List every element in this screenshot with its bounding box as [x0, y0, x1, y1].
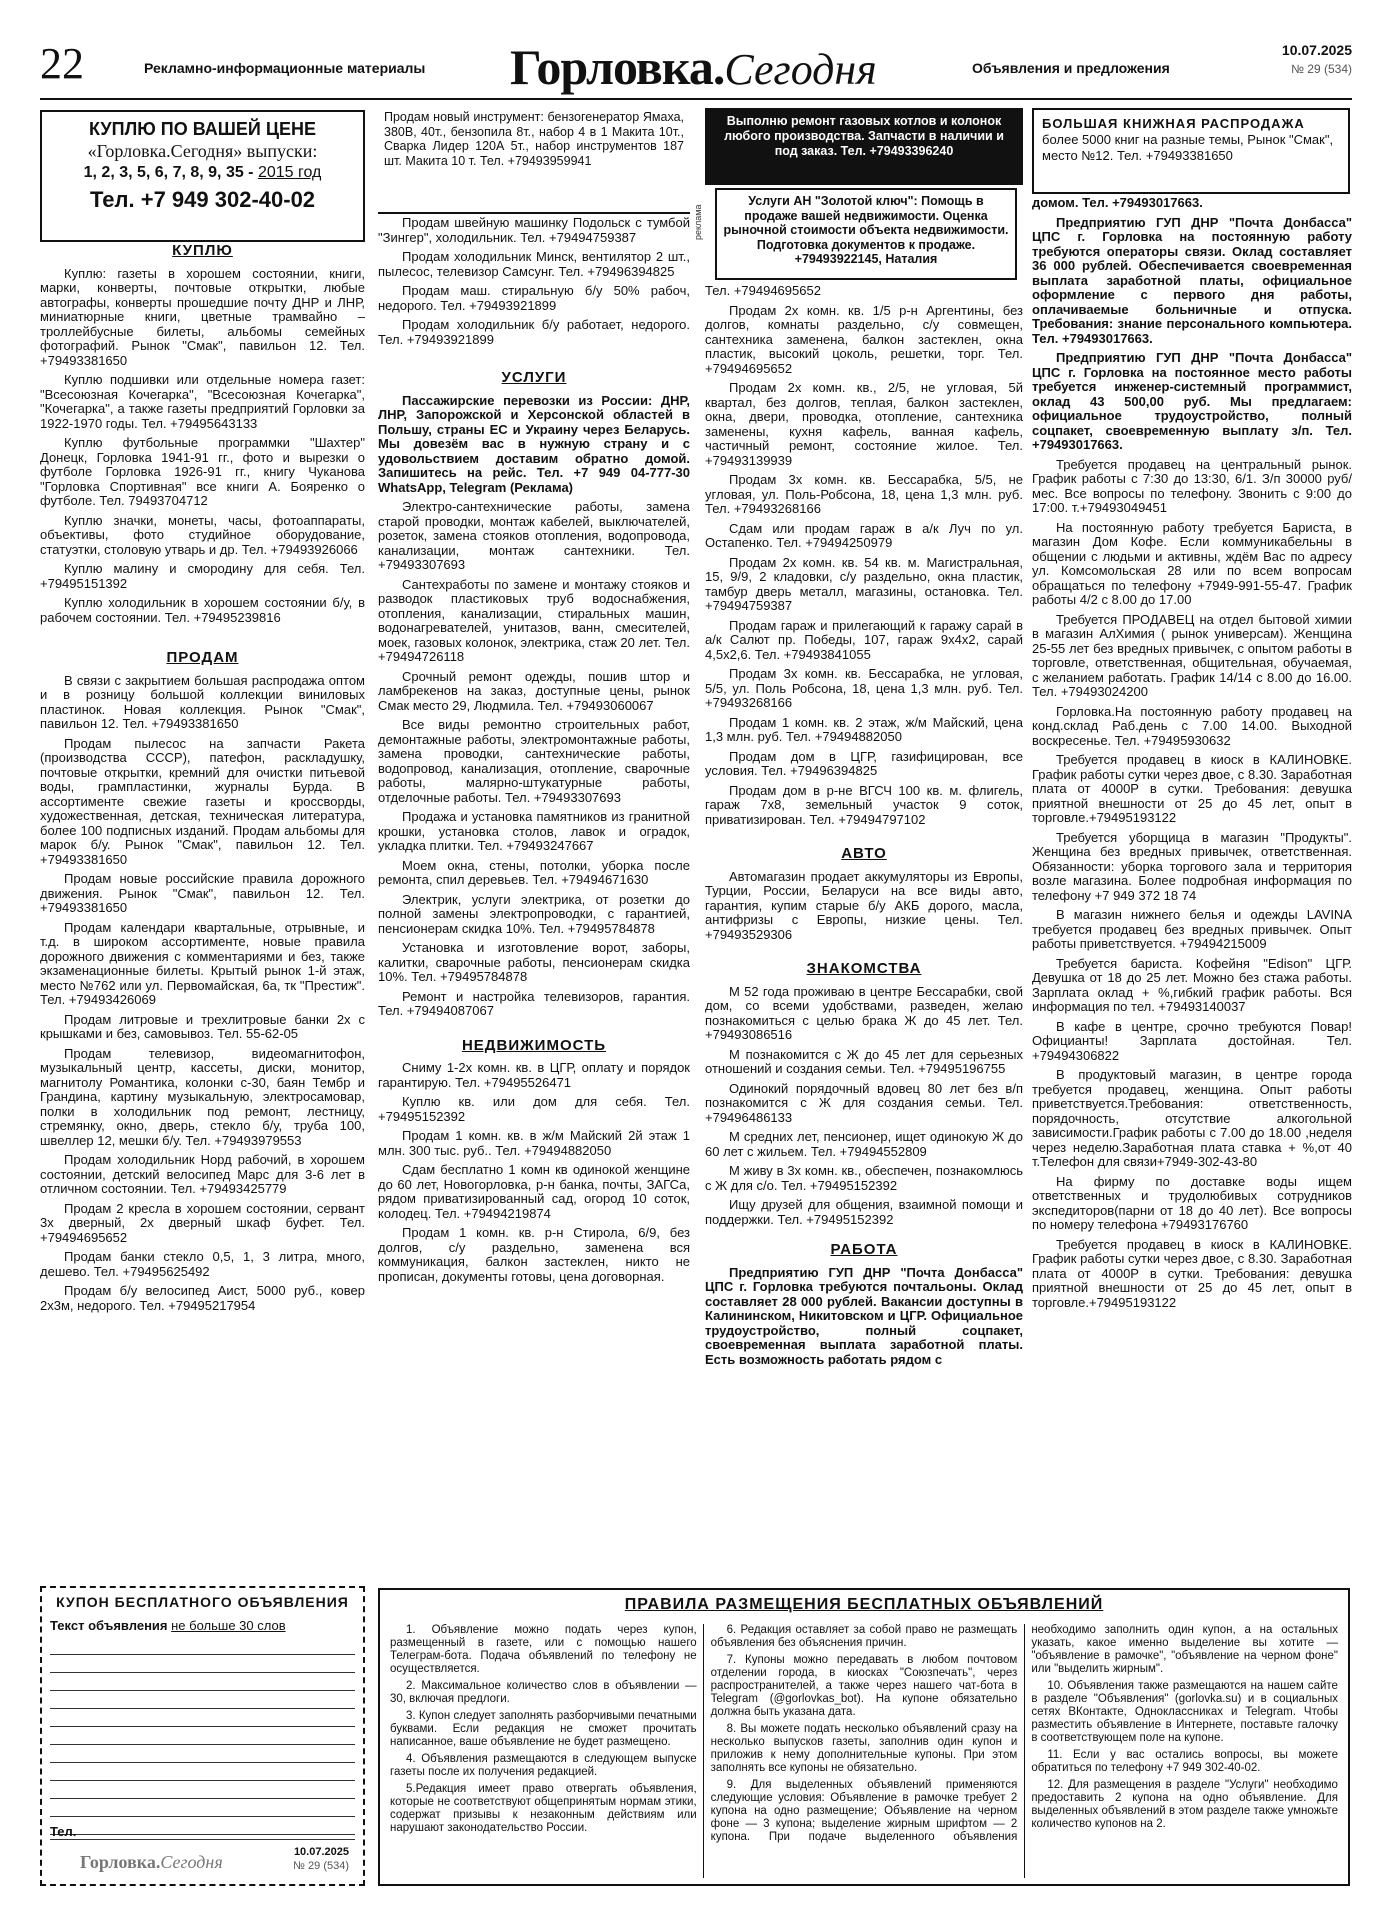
heading-sell: ПРОДАМ — [166, 649, 239, 666]
list-item: Требуется продавец в киоск в КАЛИНОВКЕ. График работы сутки через двое, с 8.30. Заработная плата от 4000Р в сутки. Требования: девушка приятной внешности от 25 до 45 лет, опыт в торговле.+79495193122 — [1032, 752, 1352, 825]
list-item: Требуется уборщица в магазин "Продукты". Женщина без вредных привычек, ответственная. Обязанности: уборка торгового зала и территория возле магазина. Более подробная информация по телефону +7 949 372 18 74 — [1032, 829, 1352, 903]
list-item: Куплю малину и смородину для себя. Тел. +79495151392 — [40, 561, 365, 591]
sell-list — [40, 674, 365, 1314]
list-item: Продам календари квартальные, отрывные, и т.д. в широком ассортименте, новые правила дорожного движения с комментариями и без, также экзаменационные билеты. Крытый рынок 1-й этаж, место №762 или ул. Первомайская, 6а, тк "Престиж". Тел. +79493426069 — [40, 919, 365, 1007]
list-item: Куплю: газеты в хорошем состоянии, книги, марки, конверты, почтовые открытки, любые автографы, конверты прошедшие почту ДНР и ЛНР, миниатюрные книги, цветные трамвайно – троллейбусные билеты, альбомы семейных фотографий. Рынок "Смак", павильон 12. Тел. +79493381650 — [40, 265, 365, 368]
list-item: На фирму по доставке воды ищем ответственных и трудолюбивых сотрудников экспедиторов(парни от 18 до 40 лет). Все вопросы по номеру телефона +79493176760 — [1032, 1173, 1352, 1232]
rules-list — [390, 1624, 1338, 1878]
list-item: Горловка.На постоянную работу продавец на конд.склад Раб.день с 7.00 14.00. Выходной воскресенье. Тел. +79495930632 — [1032, 703, 1352, 748]
heading-services: УСЛУГИ — [501, 369, 567, 386]
list-item: Продам банки стекло 0,5, 1, 3 литра, много, дешево. Тел. +79495625492 — [40, 1249, 365, 1279]
column-1 — [40, 244, 365, 1572]
heading-auto: АВТО — [841, 845, 887, 862]
column-3 — [705, 284, 1023, 1606]
page-number: 22 — [40, 39, 84, 88]
book-sale-title: БОЛЬШАЯ КНИЖНАЯ РАСПРОДАЖА — [1042, 116, 1305, 131]
coupon-word-limit: не больше 30 слов — [171, 1618, 286, 1633]
promo-year: 2015 год — [257, 164, 322, 181]
issue-date: 10.07.2025 — [1281, 42, 1352, 58]
auto-ad: Автомагазин продает аккумуляторы из Европы, Турции, России, Беларуси на все виды авто, гарантия, купим старые б/у АКБ дорого, масла, антифризы с Европы, низкие цены. Тел. +79493529306 — [705, 868, 1023, 942]
list-item: Электрик, услуги электрика, от розетки до полной замены электропроводки, с гарантией, пенсионерам скидка 10%. Тел. +79495784878 — [378, 891, 690, 936]
issue-number: № 29 (534) — [1291, 62, 1352, 76]
list-item: Продам литровые и трехлитровые банки 2х с крышками и без, самовывоз. Тел. 55-62-05 — [40, 1011, 365, 1041]
coupon-logo — [80, 1852, 223, 1873]
list-item: В магазин нижнего белья и одежды LAVINA требуется продавец без вредных привычек. Опыт работы приветствуется. +79494215009 — [1032, 907, 1352, 951]
coupon-line[interactable] — [50, 1673, 355, 1691]
list-item: 1. Объявление можно подать через купон, размещенный в газете, или с помощью нашего Телеграм-бота. Подача объявлений по телефону не осуществляется. — [390, 1624, 697, 1675]
list-item: 12. Для размещения в разделе "Услуги" необходимо предоставить 2 купона на одно объявление. Для выделенных объявлений в этом разделе также умножьте количество купонов на 2. — [1031, 1779, 1338, 1830]
list-item: В связи с закрытием большая распродажа оптом и в розницу большой коллекции виниловых пластинок. Новая коллекция. Рынок "Смак", павильон 12. Тел. +79493381650 — [40, 672, 365, 731]
heading-realty: НЕДВИЖИМОСТЬ — [461, 1036, 607, 1054]
transport-ad: Пассажирские перевозки из России: ДНР, ЛНР, Запорожской и Херсонской областей в Польшу, страны ЕС и Украину через Беларусь. Мы довезём вас в нужную страну и с удовольствием доставим обратно домой. Запишитесь на рейс. Тел. +7 949 04-777-30 WhatsApp, Telegram (Реклама) — [378, 392, 690, 495]
list-item: Ремонт и настройка телевизоров, гарантия. Тел. +79494087067 — [378, 988, 690, 1018]
list-item: 6. Редакция оставляет за собой право не размещать объявления без объяснения причин. — [710, 1624, 1018, 1649]
realty-list-2 — [705, 284, 1023, 827]
ad-marker: реклама — [693, 204, 703, 240]
list-item: Продам холодильник Минск, вентилятор 2 шт., пылесос, телевизор Самсунг. Тел. +79496394825 — [378, 249, 690, 279]
list-item: 4. Объявления размещаются в следующем выпуске газеты после их получения редакцией. — [390, 1753, 697, 1778]
list-item: 2. Максимальное количество слов в объявлении — 30, включая предлоги. — [390, 1680, 697, 1705]
list-item: Продам 3х комн. кв. Бессарабка, 5/5, не угловая, ул. Поль-Робсона, 18, цена 1,3 млн. руб. Тел. +79493268166 — [705, 472, 1023, 516]
coupon-issue: № 29 (534) — [293, 1860, 349, 1872]
list-item: Электро-сантехнические работы, замена старой проводки, монтаж кабелей, выключателей, розеток, замена стояков отопления, водопровода, канализации, монтаж сантехники. Тел. +79493307693 — [378, 499, 690, 572]
column-2 — [378, 216, 690, 1604]
book-sale-text: более 5000 книг на разные темы, Рынок "Смак", место №12. Тел. +79493381650 — [1042, 132, 1334, 163]
coupon-title: КУПОН БЕСПЛАТНОГО ОБЪЯВЛЕНИЯ — [56, 1594, 349, 1610]
list-item: Сдам или продам гараж в а/к Луч по ул. Остапенко. Тел. +79494250979 — [705, 520, 1023, 550]
heading-buy: КУПЛЮ — [172, 244, 233, 259]
heading-jobs: РАБОТА — [830, 1241, 898, 1258]
list-item: Установка и изготовление ворот, заборы, калитки, сварочные работы, пенсионерам скидка 10%. Тел. +79495784878 — [378, 940, 690, 984]
list-item: Сдам бесплатно 1 комн кв одинокой женщине до 60 лет, Новогорловка, р-н банка, почты, ЗАГСа, рядом приватизированный сад, огород 10 соток, колодец. Тел. +79494219874 — [378, 1162, 690, 1221]
coupon-logo-em: Сегодня — [160, 1852, 223, 1872]
list-item: 7. Купоны можно передавать в любом почтовом отделении города, в киосках "Союзпечать", через распространителей, а также через нашего чат-бота в Telegram (@gorlovkas_bot). На купоне обязательно должна быть указана дата. — [710, 1654, 1018, 1718]
logo-main: Горловка. — [510, 39, 725, 95]
dating-list — [705, 985, 1023, 1228]
list-item: 10. Объявления также размещаются на нашем сайте в разделе "Объявления" (gorlovka.su) и в социальных сетях ВКонтакте, Одноклассниках и Telegram. Чтобы разместить объявление в Интернете, поставьте галочку в соответствующем поле на купоне. — [1031, 1680, 1338, 1744]
list-item: Продам гараж и прилегающий к гаражу сарай в а/к Салют пр. Победы, 107, гараж 9х4х2, сарай 4,5х2,6. Тел. +79493841055 — [705, 617, 1023, 662]
heading-dating: ЗНАКОМСТВА — [806, 960, 922, 977]
list-item: Все виды ремонтно строительных работ, демонтажные работы, электромонтажные работы, замена проводки, сантехнические работы, водопровод, канализация, отопление, сварочные работы, малярно-штукатурные работы, отделочные работы. Тел. +79493307693 — [378, 717, 690, 805]
list-item: Куплю холодильник в хорошем состоянии б/у, в рабочем состоянии. Тел. +79495239816 — [40, 595, 365, 625]
jobs-list — [1032, 458, 1352, 1311]
coupon-line[interactable] — [50, 1691, 355, 1709]
list-item: В продуктовый магазин, в центре города требуется продавец, женщина. Опыт работы приветствуется.Требования: ответственность, порядочность, отсутствие алкогольной зависимости.График работы с 7.00 до 18.00 ,неделя через неделю.Заработная плата ставка + %,от 40 т.Телефон для связи+7949-302-43-80 — [1032, 1067, 1352, 1169]
list-item: Продам дом в р-не ВГСЧ 100 кв. м. флигель, гараж 7х8, земельный участок 9 соток, приватизирован. Тел. +79494797102 — [705, 782, 1023, 827]
coupon-footer — [50, 1844, 355, 1878]
sell-list-2 — [378, 216, 690, 347]
coupon-label-text: Текст объявления — [50, 1618, 168, 1633]
list-item: Продам 1 комн. кв. р-н Стирола, 6/9, без долгов, с/у раздельно, заменена вся коммуникация, балкон застеклен, никто не прописан, документы готовы, цена договорная. — [378, 1225, 690, 1284]
list-item: М живу в 3х комн. кв., обеспечен, познакомлюсь с Ж для с/о. Тел. +79495152392 — [705, 1163, 1023, 1193]
list-item: Требуется продавец в киоск в КАЛИНОВКЕ. График работы сутки через двое, с 8.30. Заработная плата от 4000Р в сутки. Требования: девушка приятной внешности от 25 до 45 лет, опыт в торговле.+79495193122 — [1032, 1236, 1352, 1310]
page-header — [40, 40, 1352, 100]
promo-phone: Тел. +7 949 302-40-02 — [89, 187, 316, 212]
list-item: Ищу друзей для общения, взаимной помощи и поддержки. Тел. +79495152392 — [705, 1197, 1023, 1227]
list-item: Продам холодильник б/у работает, недорого. Тел. +79493921899 — [378, 317, 690, 347]
list-item: Куплю подшивки или отдельные номера газет: "Всесоюзная Кочегарка", "Всесоюзная Кочегарка", "Кочегарка", а также газеты предприятий Горловки за 1922-1970 годы. Тел. +79495643133 — [40, 372, 365, 431]
list-item: Тел. +79494695652 — [705, 284, 821, 298]
free-ad-coupon — [40, 1586, 365, 1886]
list-item: 11. Если у вас остались вопросы, вы можете обратиться по телефону +7 949 302-40-02. — [1031, 1749, 1338, 1774]
section-label-right: Объявления и предложения — [972, 60, 1170, 76]
coupon-line[interactable] — [50, 1763, 355, 1781]
list-item: Продам 2х комн. кв. 1/5 р-н Аргентины, без долгов, комнаты раздельно, с/у совмещен, сантехника заменена, балкон застеклен, окна пластик, высокий цоколь, решетки, торг. Тел. +79494695652 — [705, 302, 1023, 376]
list-item: Продам 1 комн. кв. 2 этаж, ж/м Майский, цена 1,3 млн. руб. Тел. +79494882050 — [705, 714, 1023, 744]
services-list — [378, 500, 690, 1019]
coupon-logo-main: Горловка. — [80, 1852, 161, 1872]
list-item: 3. Купон следует заполнять разборчивыми печатными буквами. Если редакция не сможет прочитать написанное, ваше объявление не будет размещено. — [390, 1710, 697, 1748]
list-item: В кафе в центре, срочно требуются Повар! Официанты! Зарплата достойная. Тел. +79494306822 — [1032, 1018, 1352, 1063]
list-item: Продам новые российские правила дорожного движения. Рынок "Смак", павильон 12. Тел. +79493381650 — [40, 871, 365, 915]
realty-list — [378, 1061, 690, 1284]
list-item: Требуется продавец на центральный рынок. График работы с 7:30 до 13:30, 6/1. З/п 30000 руб/ мес. Все вопросы по телефону. Звонить с 9:00 до 17:00. т.+79493049451 — [1032, 456, 1352, 515]
coupon-date: 10.07.2025 — [293, 1846, 349, 1858]
tools-ad: Продам новый инструмент: бензогенератор Ямаха, 380В, 40т., бензопила 8т., набор 4 в 1 Макита 10т., Сварка Лидер 120А 5т., набор инструментов 187 шт. Макита 10 т. Тел. +79493959941 — [378, 108, 690, 214]
job-continued: домом. Тел. +79493017663. — [1032, 196, 1203, 210]
coupon-line[interactable] — [50, 1799, 355, 1817]
list-item: Куплю футбольные программки "Шахтер" Донецк, Горловка 1941-91 гг., фото и вырезки о футболе Горловка 1926-91 гг., книгу Чуканова "Горловка Спортивная" все книги А. Бояренко о футболе. Тел. 79493704712 — [40, 435, 365, 508]
promo-title: КУПЛЮ ПО ВАШЕЙ ЦЕНЕ — [89, 119, 316, 139]
list-item: На постоянную работу требуется Бариста, в магазин Дом Кофе. Если коммуникабельны в общении с людьми и активны, ждём Вас по адресу ул. Комсомольская 28 или по всем вопросам обращаться по телефону +7949-991-55-47. График работы 4/2 с 8.00 до 17.00 — [1032, 519, 1352, 607]
logo-em: Сегодня — [724, 45, 877, 94]
list-item: Срочный ремонт одежды, пошив штор и ламбрекенов на заказ, доступные цены, рынок Смак место 29, Людмила. Тел. +79493060067 — [378, 668, 690, 713]
coupon-line[interactable] — [50, 1727, 355, 1745]
list-item: Требуется ПРОДАВЕЦ на отдел бытовой химии в магазин АлХимия ( рынок универсам). Женщина 25-55 лет без вредных привычек, с опытом работы в торговле, ответственная, общительная, обучаемая, с желанием работать. График 14/14 с 8.00 до 16.00. Тел. +79493024200 — [1032, 611, 1352, 699]
section-label-left: Рекламно-информационные материалы — [144, 60, 426, 76]
list-item: Куплю кв. или дом для себя. Тел. +79495152392 — [378, 1094, 690, 1124]
list-item: М познакомится с Ж до 45 лет для серьезных отношений и создания семьи. Тел. +79495196755 — [705, 1046, 1023, 1076]
list-item: 8. Вы можете подать несколько объявлений сразу на несколько выпусков газеты, заполнив один купон и приложив к нему дополнительные купоны. При этом заполнять все купоны не обязательно. — [710, 1723, 1018, 1774]
list-item: Продам пылесос на запчасти Ракета (производства СССР), патефон, раскладушку, почтовые открытки, кремний для очистки питьевой воды, грампластинки, журналы Бурда. В ассортименте свежие газеты и кроссворды, художественная, детская, техническая литература, более 100 подписных изданий. Продам альбомы для марок б/у. Рынок "Смак", павильон 12. Тел. +79493381650 — [40, 735, 365, 867]
list-item: Продам 1 комн. кв. в ж/м Майский 2й этаж 1 млн. 300 тыс. руб.. Тел. +79494882050 — [378, 1128, 690, 1158]
list-item: Продам 2 кресла в хорошем состоянии, сервант 3х дверный, 2х дверный шкаф буфет. Тел. +79494695652 — [40, 1200, 365, 1245]
list-item: 9. Для выделенных объявлений применяются следующие условия: Объявление в рамочке требует 2 купона на одно размещение; Объявление на черном фоне — 3 купона; выделение жирным шрифтом — 2 купона. При подаче выделенного объявления необходимо заполнить один купон, а на остальных указать, какое именно выделение вы хотите — "объявление в рамочке", "объявление на черном фоне" или "выделить жирным". — [710, 1624, 1338, 1843]
coupon-label — [50, 1618, 355, 1633]
list-item: Предприятию ГУП ДНР "Почта Донбасса" ЦПС г. Горловка на постоянное место работы требуется инженер-системный программист, оклад 43 500,00 руб. Мы предлагаем: официальное трудоустройство, полный соцпакет, своевременную выплату з/п. Тел. +79493017663. — [1032, 350, 1352, 452]
list-item: Продам б/у велосипед Аист, 5000 руб., ковер 2х3м, недорого. Тел. +79495217954 — [40, 1283, 365, 1313]
list-item: Продам швейную машинку Подольск с тумбой "Зингер", холодильник. Тел. +79494759387 — [378, 216, 690, 245]
buy-issues-promo — [40, 110, 365, 242]
coupon-line[interactable] — [50, 1745, 355, 1763]
list-item: Продам 3х комн. кв. Бессарабка, не угловая, 5/5, ул. Поль Робсона, 18, цена 1,3 млн. руб. Тел. +79493268166 — [705, 666, 1023, 710]
list-item: 5.Редакция имеет право отвергать объявления, которые не соответствуют общепринятым нормам этики, содержат призывы к незаконным действиям или нарушают законодательство России. — [390, 1783, 697, 1834]
list-item: Продам 2х комн. кв. 54 кв. м. Магистральная, 15, 9/9, 2 кладовки, с/у раздельно, окна пластик, тамбур дверь металл, магазины, остановка. Тел. +79494759387 — [705, 554, 1023, 613]
list-item: Моем окна, стены, потолки, уборка после ремонта, спил деревьев. Тел. +79494671630 — [378, 857, 690, 887]
column-4 — [1032, 196, 1352, 1572]
list-item: Продам маш. стиральную б/у 50% рабоч, недорого. Тел. +79493921899 — [378, 283, 690, 313]
list-item: Одинокий порядочный вдовец 80 лет без в/п познакомится с Ж для создания семьи. Тел. +79496486133 — [705, 1080, 1023, 1125]
list-item: Продам телевизор, видеомагнитофон, музыкальный центр, кассеты, диски, монитор, магнитолу Романтика, колонки с-30, баян Тембр и Грандина, картину музыкальную, электросамовар, полки в холодильник под ремонт, лестницу, стремянку, окно, дверь, стекло б/у, труба 100, швеллер 12, мешки б/у. Тел. +79493979553 — [40, 1045, 365, 1148]
book-sale-ad — [1032, 108, 1350, 194]
list-item: Продажа и установка памятников из гранитной крошки, установка столов, лавок и оградок, укладка плитки. Тел. +79493247667 — [378, 809, 690, 853]
coupon-line[interactable] — [50, 1655, 355, 1673]
rules-title: ПРАВИЛА РАЗМЕЩЕНИЯ БЕСПЛАТНЫХ ОБЪЯВЛЕНИЙ — [624, 1596, 1104, 1613]
coupon-tel-field[interactable]: Тел. — [50, 1824, 355, 1840]
promo-issue-list: 1, 2, 3, 5, 6, 7, 8, 9, 35 - — [83, 164, 254, 181]
promo-subtitle: «Горловка.Сегодня» выпуски: — [87, 141, 318, 161]
coupon-line[interactable] — [50, 1781, 355, 1799]
list-item: Предприятию ГУП ДНР "Почта Донбасса" ЦПС г. Горловка на постоянную работу требуются операторы связи. Оклад составляет 36 000 рублей. Обеспечивается своевременная выплата заработной платы, официальное оформление с первого дня работы, оплачиваемые больничные и отпуска. Требования: знание персонального компьютера. Тел. +79493017663. — [1032, 214, 1352, 346]
coupon-line[interactable] — [50, 1709, 355, 1727]
gas-boiler-ad: Выполню ремонт газовых котлов и колонок любого производства. Запчасти в наличии и под заказ. Тел. +79493396240 — [705, 108, 1023, 185]
list-item: М средних лет, пенсионер, ищет одинокую Ж до 60 лет с жильем. Тел. +79494552809 — [705, 1129, 1023, 1159]
list-item: Продам холодильник Норд рабочий, в хорошем состоянии, детский велосипед Марс для 3-6 лет в отличном состоянии. Тел. +79493425779 — [40, 1152, 365, 1196]
rules-box — [378, 1588, 1350, 1886]
list-item: Продам 2х комн. кв., 2/5, не угловая, 5й квартал, без долгов, теплая, балкон застеклен, окна, двери, проводка, отопление, сантехника заменены, кухня кафель, ванная кафель, частичный ремонт, состояние жилое. Тел. +79493139939 — [705, 380, 1023, 468]
coupon-lines[interactable] — [50, 1637, 355, 1835]
list-item: М 52 года проживаю в центре Бессарабки, свой дом, со всеми удобствами, разведен, желаю познакомиться с целью брака Ж до 45 лет. Тел. +79493086516 — [705, 983, 1023, 1042]
jobs-bold-list — [1032, 216, 1352, 453]
real-estate-agency-ad: Услуги АН "Золотой ключ": Помощь в продаже вашей недвижимости. Оценка рыночной стоимости объекта недвижимости. Подготовка документов к продаже. +79493922145, Наталия — [715, 188, 1017, 280]
list-item: Требуется бариста. Кофейня "Edison" ЦГР. Девушка от 18 до 25 лет. Можно без стажа работы. Зарплата оклад + %,гибкий график работы. Вся информация по тел. +79493140037 — [1032, 955, 1352, 1014]
list-item: Сниму 1-2х комн. кв. в ЦГР, оплату и порядок гарантирую. Тел. +79495526471 — [378, 1060, 690, 1090]
list-item: Куплю значки, монеты, часы, фотоаппараты, объективы, фото студийное оборудование, статуэтки, столовую утварь и др. Тел. +79493926066 — [40, 512, 365, 557]
post-office-job-ad: Предприятию ГУП ДНР "Почта Донбасса" ЦПС г. Горловка требуются почтальоны. Оклад составляет 28 000 рублей. Вакансии доступны в Калининском, Никитовском и ЦГР. Официальное трудоустройство, полный соцпакет, своевременная выплата заработной платы. Есть возможность работать рядом с — [705, 1264, 1023, 1367]
buy-list — [40, 267, 365, 626]
coupon-line[interactable] — [50, 1637, 355, 1655]
list-item: Продам дом в ЦГР, газифицирован, все условия. Тел. +79496394825 — [705, 748, 1023, 778]
promo-issues — [46, 162, 359, 184]
list-item: Сантехработы по замене и монтажу стояков и разводок пластиковых труб водоснабжения, отопления, канализации, стиральных машин, водонагревателей, унитазов, ванн, смесителей, моек, газовых колонок, электрика, стаж 20 лет. Тел. +79494726118 — [378, 576, 690, 664]
newspaper-logo — [510, 38, 877, 96]
